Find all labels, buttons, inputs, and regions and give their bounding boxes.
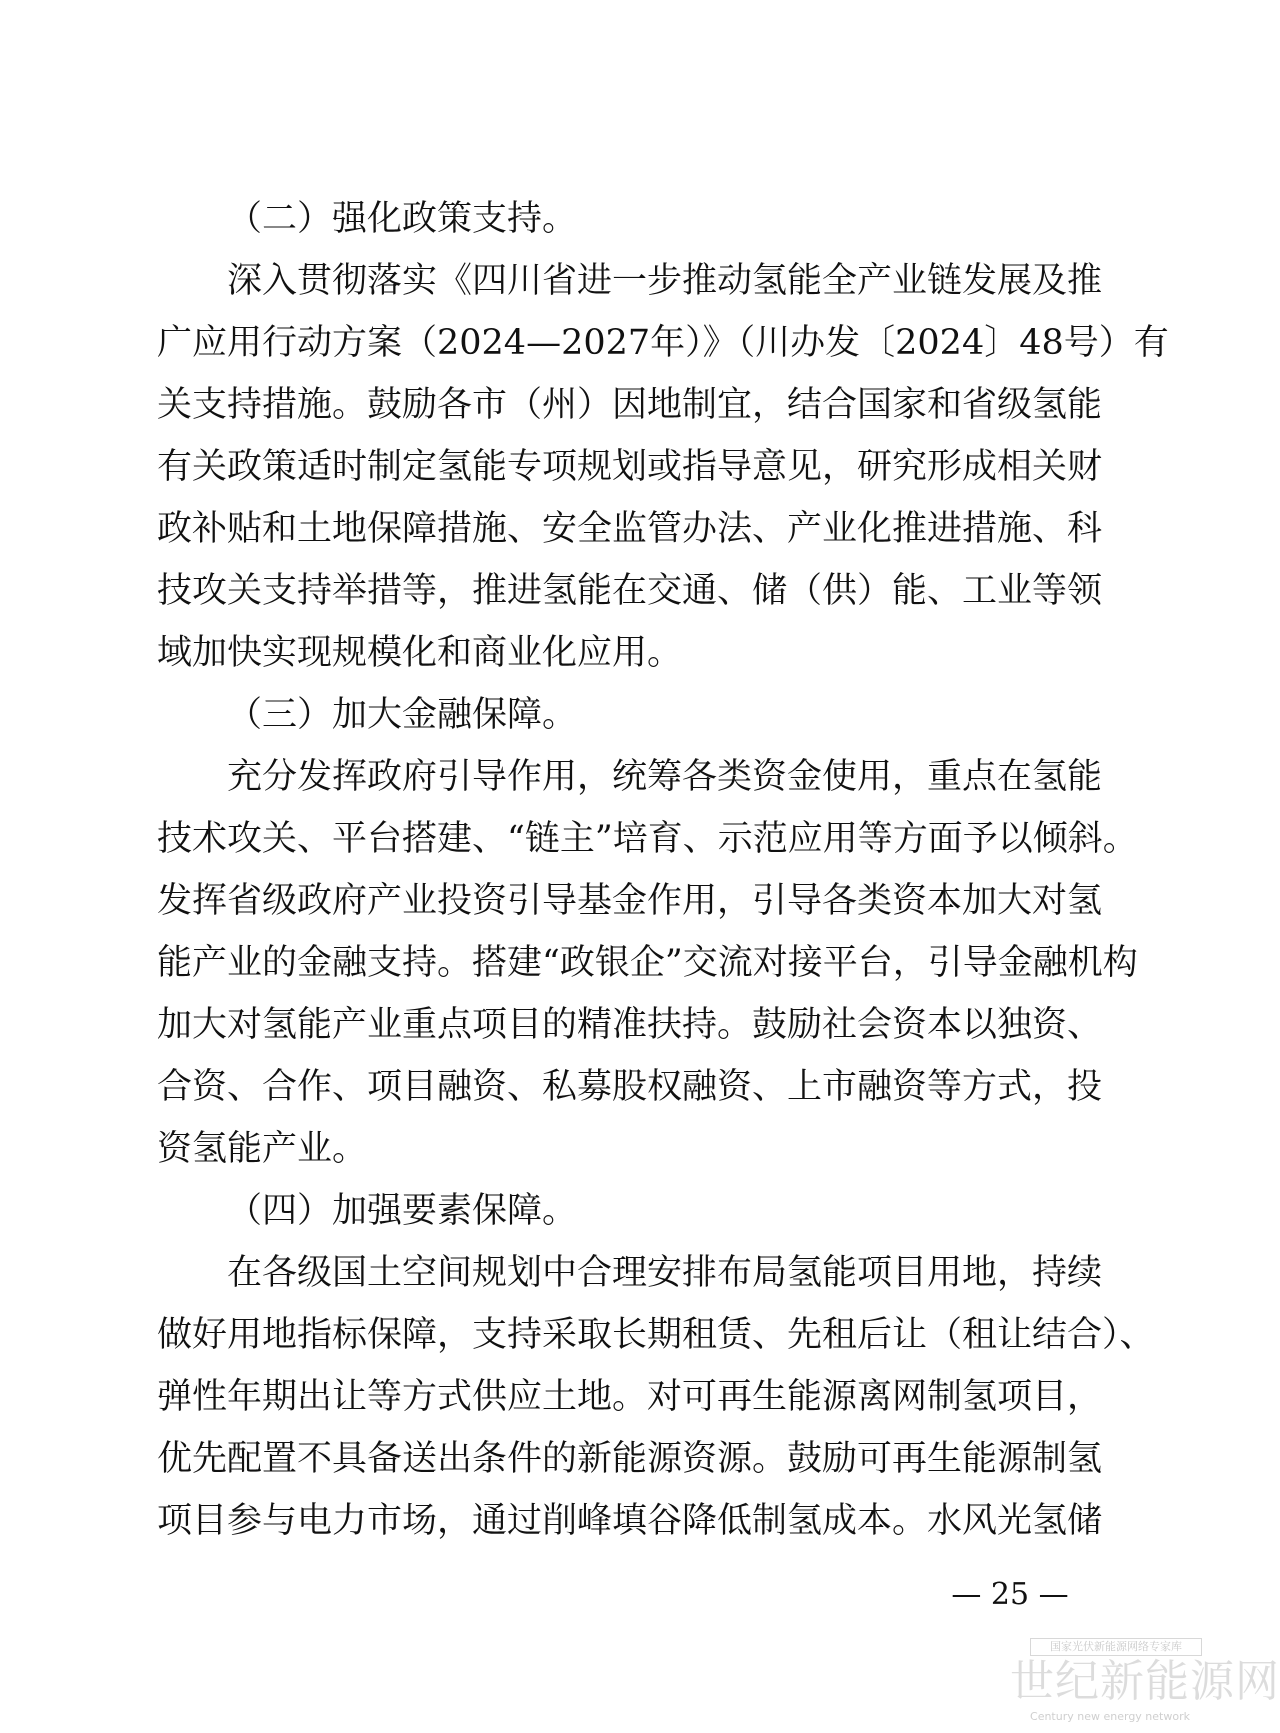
page-number: — 25 — bbox=[951, 1577, 1069, 1612]
paragraph-line: 关支持措施。鼓励各市（州）因地制宜，结合国家和省级氢能 bbox=[157, 385, 1103, 425]
paragraph-line: 发挥省级政府产业投资引导基金作用，引导各类资本加大对氢 bbox=[157, 881, 1103, 921]
paragraph-line: 政补贴和土地保障措施、安全监管办法、产业化推进措施、科 bbox=[157, 509, 1103, 549]
paragraph-line: 深入贯彻落实《四川省进一步推动氢能全产业链发展及推 bbox=[227, 261, 1103, 301]
paragraph-line: 技攻关支持举措等，推进氢能在交通、储（供）能、工业等领 bbox=[157, 571, 1103, 611]
section-heading-2: （二）强化政策支持。 bbox=[227, 199, 578, 239]
site-watermark bbox=[1010, 1638, 1280, 1733]
paragraph-line: 域加快实现规模化和商业化应用。 bbox=[157, 633, 683, 673]
paragraph-line: 资氢能产业。 bbox=[157, 1129, 368, 1169]
paragraph-line: 加大对氢能产业重点项目的精准扶持。鼓励社会资本以独资、 bbox=[157, 1005, 1103, 1045]
watermark-subtitle: Century new energy network bbox=[1030, 1710, 1190, 1723]
paragraph-line: 技术攻关、平台搭建、“链主”培育、示范应用等方面予以倾斜。 bbox=[157, 819, 1138, 859]
watermark-logo-text: 世纪新能源网 bbox=[1010, 1656, 1280, 1707]
paragraph-line: 能产业的金融支持。搭建“政银企”交流对接平台，引导金融机构 bbox=[157, 943, 1138, 983]
watermark-top-text: 国家光伏新能源网络专家库 bbox=[1030, 1638, 1202, 1656]
paragraph-line: 广应用行动方案（2024—2027年）》（川办发〔2024〕48号）有 bbox=[157, 323, 1169, 363]
paragraph-line: 弹性年期出让等方式供应土地。对可再生能源离网制氢项目， bbox=[157, 1377, 1103, 1417]
paragraph-line: 项目参与电力市场，通过削峰填谷降低制氢成本。水风光氢储 bbox=[157, 1501, 1103, 1541]
paragraph-line: 优先配置不具备送出条件的新能源资源。鼓励可再生能源制氢 bbox=[157, 1439, 1103, 1479]
section-heading-3: （三）加大金融保障。 bbox=[227, 695, 578, 735]
paragraph-line: 合资、合作、项目融资、私募股权融资、上市融资等方式，投 bbox=[157, 1067, 1103, 1107]
section-heading-4: （四）加强要素保障。 bbox=[227, 1191, 578, 1231]
paragraph-line: 有关政策适时制定氢能专项规划或指导意见，研究形成相关财 bbox=[157, 447, 1103, 487]
paragraph-line: 做好用地指标保障，支持采取长期租赁、先租后让（租让结合）、 bbox=[157, 1315, 1155, 1355]
paragraph-line: 充分发挥政府引导作用，统筹各类资金使用，重点在氢能 bbox=[227, 757, 1103, 797]
paragraph-line: 在各级国土空间规划中合理安排布局氢能项目用地，持续 bbox=[227, 1253, 1103, 1293]
